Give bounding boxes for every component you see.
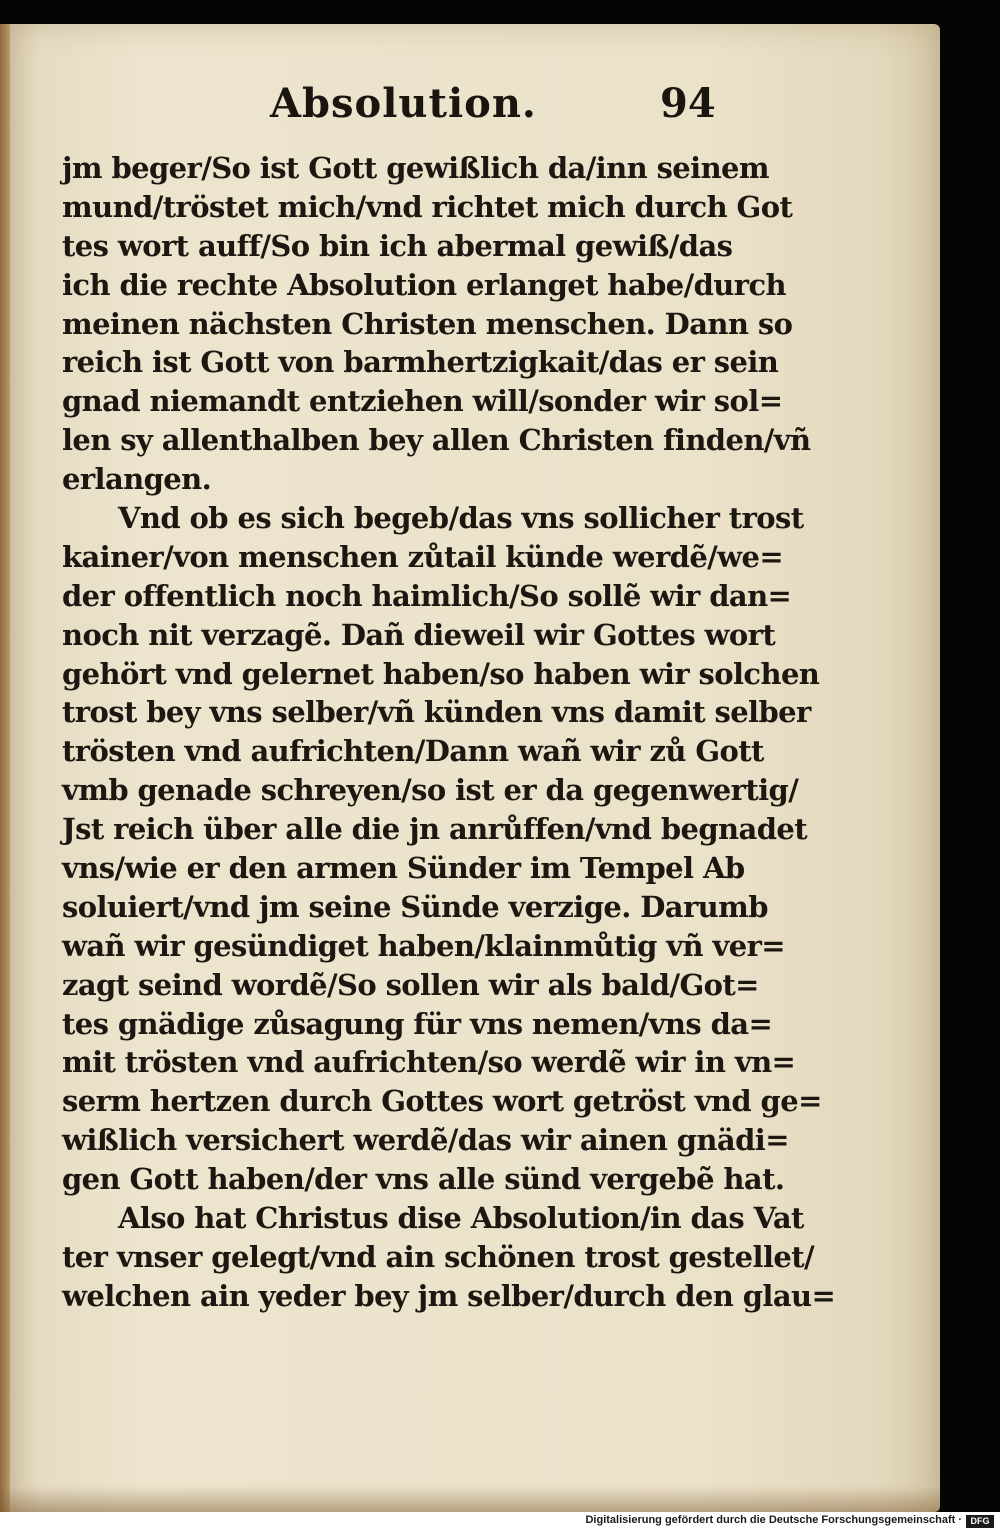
text-line: zagt seind wordẽ/So sollen wir als bald/Got= — [62, 967, 759, 1002]
text-line: noch nit verzagẽ. Dañ dieweil wir Gottes wort — [62, 617, 776, 652]
digitization-footer — [0, 1512, 1000, 1531]
text-line: wißlich versichert werdẽ/das wir ainen gnädi= — [62, 1123, 789, 1158]
text-line: serm hertzen durch Gottes wort getröst vnd ge= — [62, 1084, 822, 1119]
running-title: Absolution. — [270, 80, 537, 127]
text-line: vmb genade schreyen/so ist er da gegenwertig/ — [62, 773, 799, 808]
text-line: meinen nächsten Christen menschen. Dann so — [62, 306, 793, 341]
page-binding-edge — [0, 24, 10, 1512]
page-number: 94 — [660, 80, 716, 127]
text-line: mund/tröstet mich/vnd richtet mich durch Got — [62, 189, 793, 224]
text-line: tes gnädige zůsagung für vns nemen/vns da= — [62, 1006, 773, 1041]
text-line: vns/wie er den armen Sünder im Tempel Ab — [62, 851, 745, 886]
dfg-logo-icon: DFG — [966, 1515, 994, 1528]
text-line: len sy allenthalben bey allen Christen finden/vñ — [62, 423, 811, 458]
text-line: der offentlich noch haimlich/So sollẽ wir dan= — [62, 578, 792, 613]
text-line: wañ wir gesündiget haben/klainmůtig vñ ver= — [62, 928, 785, 963]
text-line: gnad niemandt entziehen will/sonder wir sol= — [62, 384, 783, 419]
text-line: mit trösten vnd aufrichten/so werdẽ wir in vn= — [62, 1045, 796, 1080]
text-line-paragraph-start: Also hat Christus dise Absolution/in das Vat — [118, 1201, 804, 1236]
text-line: ter vnser gelegt/vnd ain schönen trost gestellet/ — [62, 1239, 815, 1274]
page-bottom-shadow — [0, 1486, 940, 1512]
text-line: gehört vnd gelernet haben/so haben wir solchen — [62, 656, 820, 691]
text-line: trösten vnd aufrichten/Dann wañ wir zů Gott — [62, 734, 764, 769]
text-line: jm beger/So ist Gott gewißlich da/inn seinem — [62, 151, 769, 185]
text-line: soluiert/vnd jm seine Sünde verzige. Darumb — [62, 889, 768, 924]
text-line: kainer/von menschen zůtail künde werdẽ/we= — [62, 539, 784, 574]
text-line: tes wort auff/So bin ich abermal gewiß/das — [62, 228, 733, 263]
body-text — [62, 149, 836, 1316]
text-line-paragraph-start: Vnd ob es sich begeb/das vns sollicher trost — [118, 501, 804, 536]
funding-credit: Digitalisierung gefördert durch die Deutsche Forschungsgemeinschaft · — [585, 1514, 962, 1526]
text-line: reich ist Gott von barmhertzigkait/das er sein — [62, 345, 779, 380]
running-head — [0, 80, 940, 140]
text-line: welchen ain yeder bey jm selber/durch den glau= — [62, 1278, 836, 1313]
text-line: erlangen. — [62, 462, 212, 497]
text-line: ich die rechte Absolution erlanget habe/durch — [62, 267, 787, 302]
book-page — [0, 24, 940, 1512]
text-line: gen Gott haben/der vns alle sünd vergebẽ hat. — [62, 1162, 785, 1197]
text-line: trost bey vns selber/vñ künden vns damit selber — [62, 695, 811, 730]
text-line: Jst reich über alle die jn anrůffen/vnd begnadet — [62, 812, 808, 847]
